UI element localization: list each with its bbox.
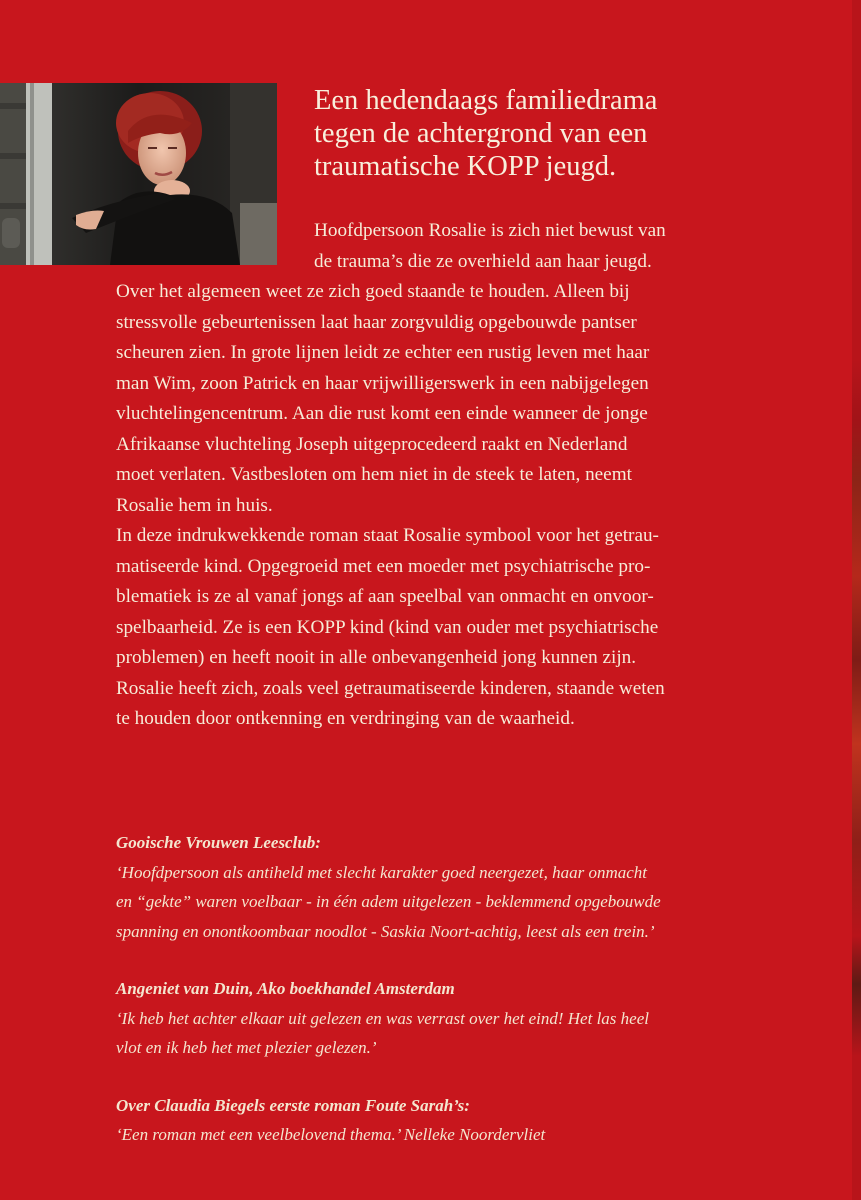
- synopsis-line: stressvolle gebeurtenissen laat haar zorgvuldig opgebouwde pantser: [116, 311, 637, 333]
- headline-line: Een hedendaags familiedrama: [314, 85, 658, 116]
- synopsis-line: Afrikaanse vluchteling Joseph uitgeprocedeerd raakt en Nederland: [116, 433, 628, 455]
- review-quote-line: ‘Ik heb het achter elkaar uit gelezen en was verrast over het eind! Het las heel: [116, 1008, 649, 1028]
- headline-line: tegen de achtergrond van een: [314, 118, 648, 149]
- review-spacer: [116, 1063, 816, 1091]
- synopsis-line: vluchtelingencentrum. Aan die rust komt een einde wanneer de jonge: [116, 403, 648, 424]
- reviews: [116, 828, 816, 1150]
- review-spacer: [116, 946, 816, 974]
- cover-edge-strip: [852, 0, 861, 1200]
- review-source: Gooische Vrouwen Leesclub:: [116, 833, 321, 852]
- review-quote-line: spanning en onontkoombaar noodlot - Saskia Noort-achtig, leest als een trein.’: [116, 921, 655, 941]
- synopsis-line: Hoofdpersoon Rosalie is zich niet bewust van: [314, 220, 666, 241]
- synopsis-line: te houden door ontkenning en verdringing van de waarheid.: [116, 708, 575, 729]
- synopsis-line: scheuren zien. In grote lijnen leidt ze echter een rustig leven met haar: [116, 342, 650, 363]
- review-quote-line: ‘Een roman met een veelbelovend thema.’ Nelleke Noordervliet: [116, 1125, 546, 1144]
- synopsis-line: moet verlaten. Vastbesloten om hem niet in de steek te laten, neemt: [116, 464, 632, 485]
- synopsis-line: de trauma’s die ze overhield aan haar jeugd.: [314, 250, 652, 272]
- synopsis-line: problemen) en heeft nooit in alle onbevangenheid jong kunnen zijn.: [116, 647, 637, 668]
- synopsis-line: matiseerde kind. Opgegroeid met een moeder met psychiatrische pro-: [116, 555, 651, 577]
- review-quote-line: vlot en ik heb het met plezier gelezen.’: [116, 1038, 377, 1057]
- headline: [314, 84, 794, 183]
- synopsis-line: spelbaarheid. Ze is een KOPP kind (kind van ouder met psychiatrische: [116, 616, 659, 638]
- review-source: Over Claudia Biegels eerste roman Foute Sarah’s:: [116, 1095, 470, 1115]
- review-quote-line: en “gekte” waren voelbaar - in één adem uitgelezen - beklemmend opgebouwde: [116, 892, 661, 911]
- synopsis: [116, 216, 796, 735]
- review-quote-line: ‘Hoofdpersoon als antiheld met slecht karakter goed neergezet, haar onmacht: [116, 862, 647, 882]
- synopsis-line: In deze indrukwekkende roman staat Rosalie symbool voor het getrau-: [116, 525, 659, 546]
- review-source: Angeniet van Duin, Ako boekhandel Amsterdam: [116, 979, 455, 998]
- synopsis-line: blematiek is ze al vanaf jongs af aan speelbal van onmacht en onvoor-: [116, 586, 654, 607]
- headline-line: traumatische KOPP jeugd.: [314, 151, 617, 182]
- synopsis-line: Rosalie hem in huis.: [116, 494, 273, 516]
- synopsis-line: Rosalie heeft zich, zoals veel getraumatiseerde kinderen, staande weten: [116, 677, 665, 699]
- synopsis-line: Over het algemeen weet ze zich goed staande te houden. Alleen bij: [116, 281, 630, 302]
- synopsis-line: man Wim, zoon Patrick en haar vrijwilligerswerk in een nabijgelegen: [116, 372, 649, 394]
